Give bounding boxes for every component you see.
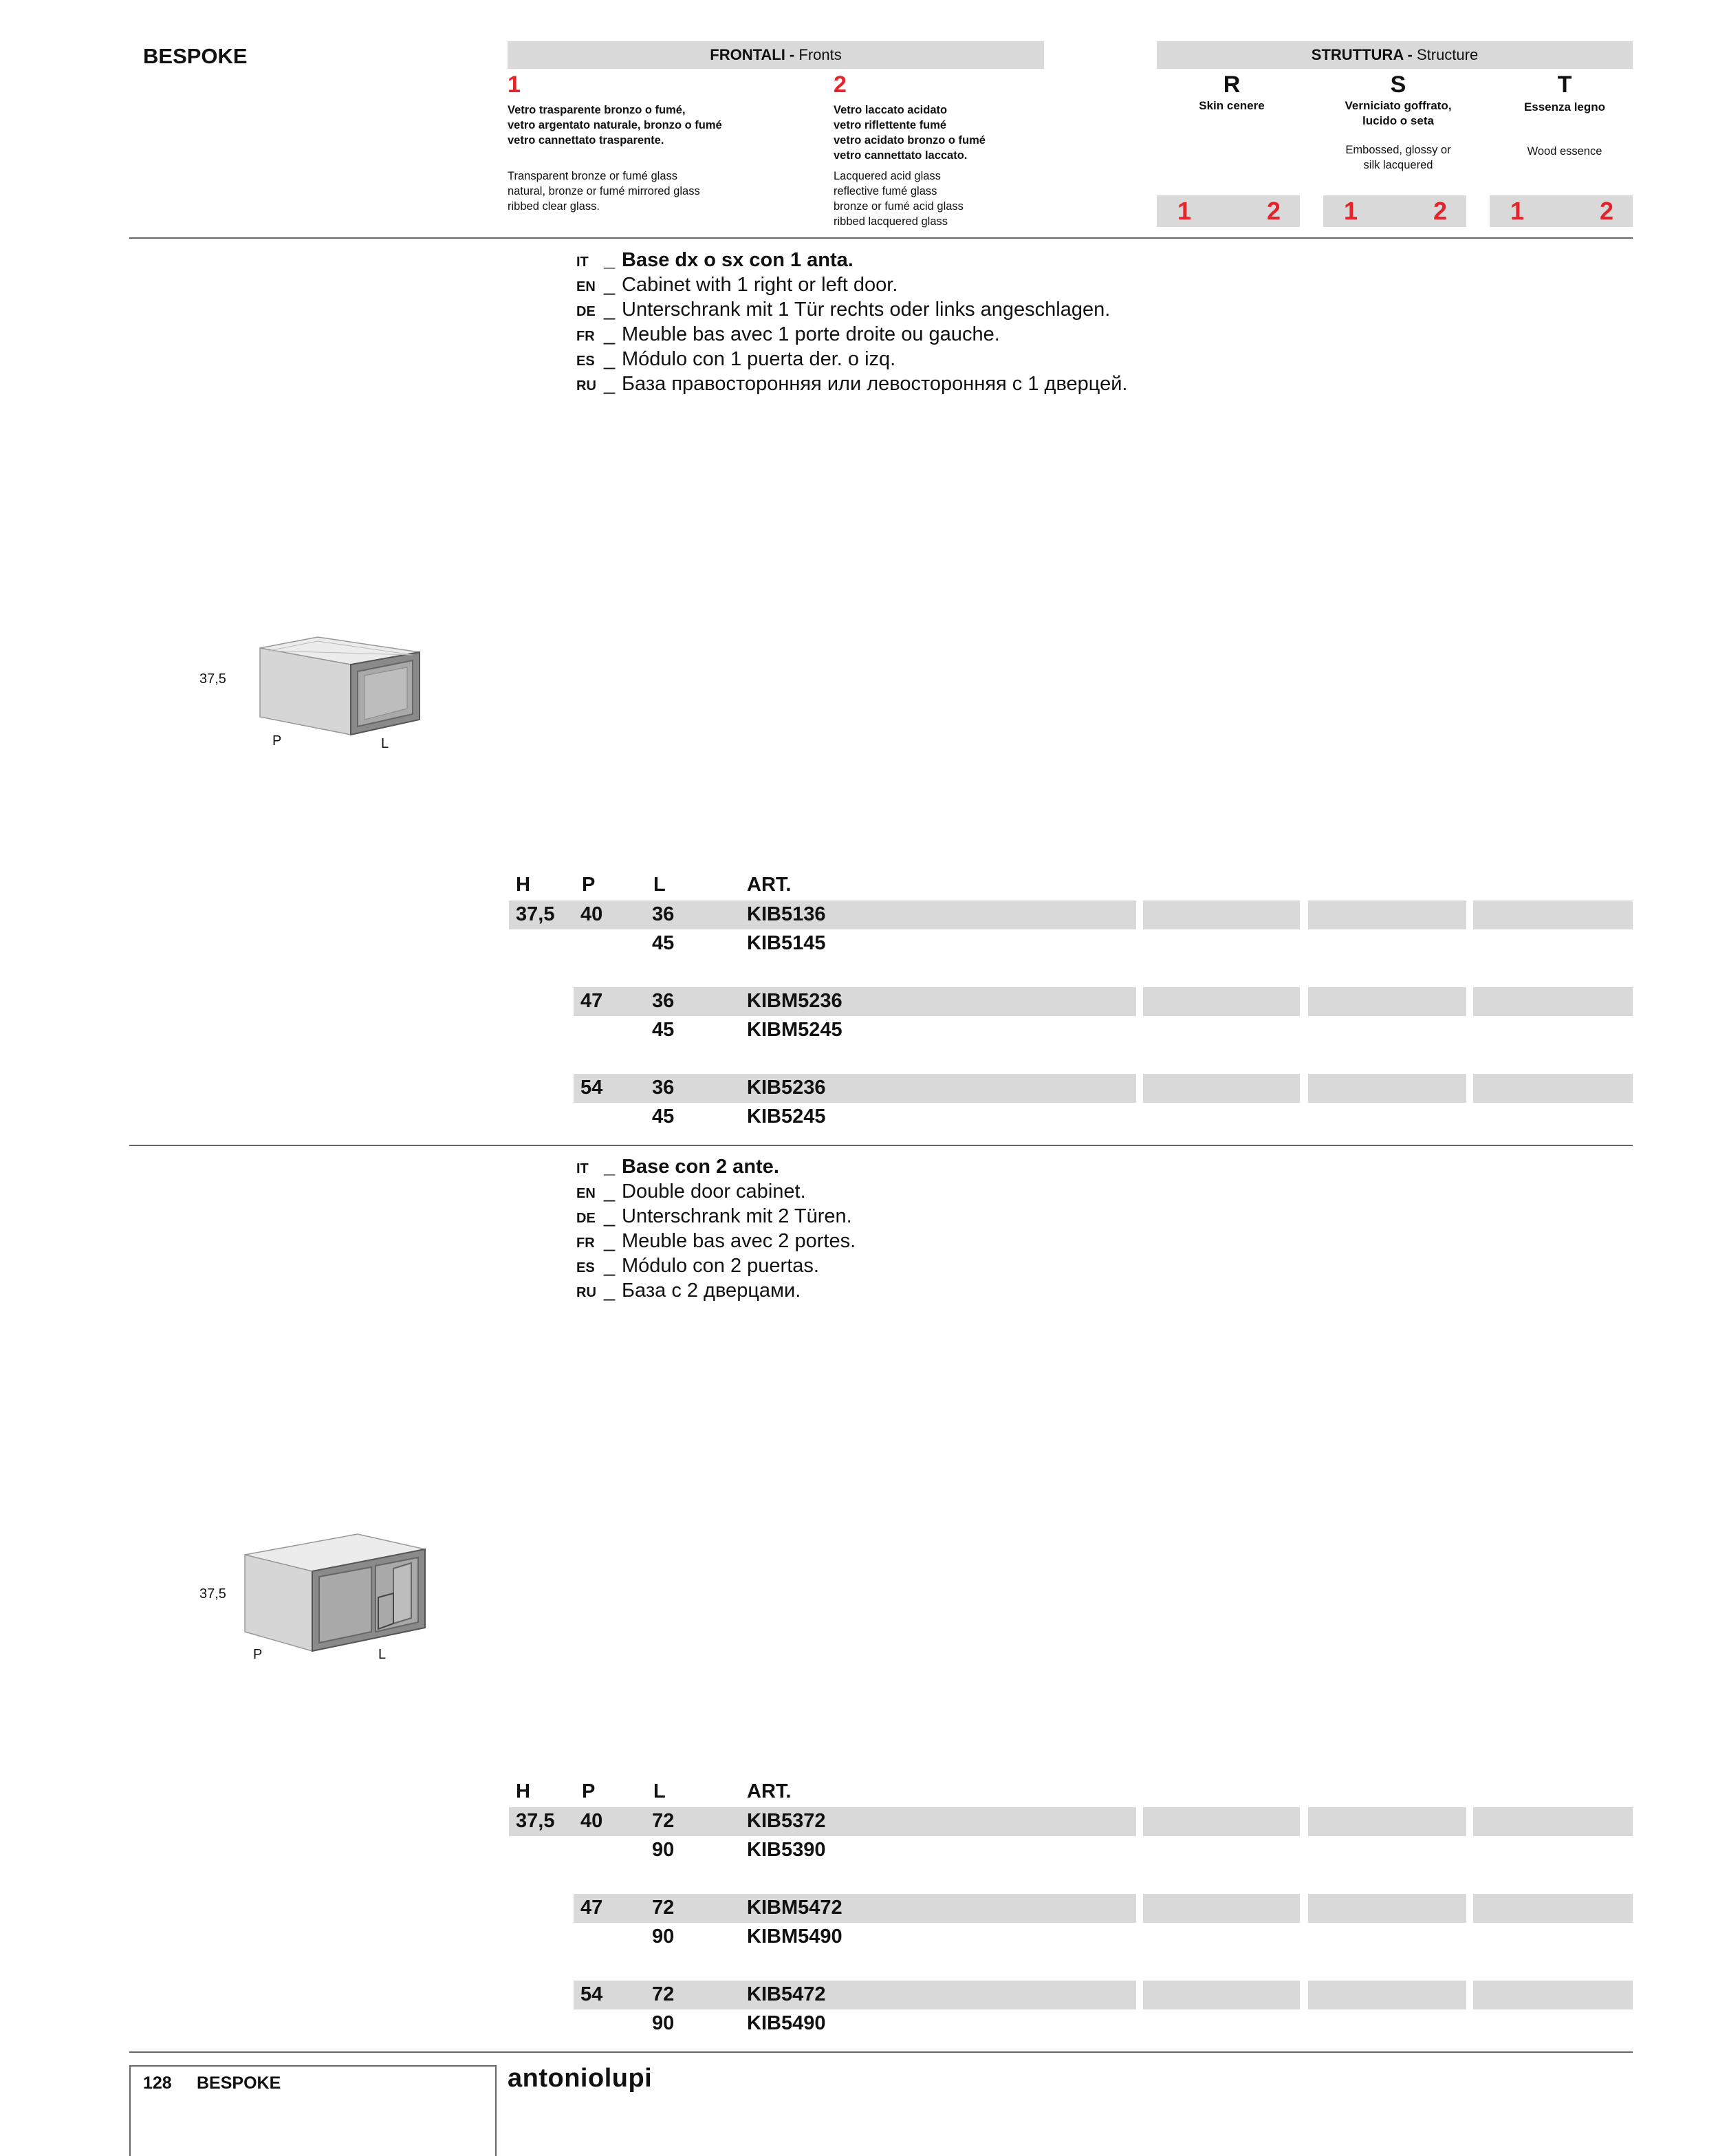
front-it-line: vetro cannettato laccato. — [834, 149, 968, 162]
front-it-line: vetro argentato naturale, bronzo o fumé — [508, 119, 722, 131]
footer-section-title: BESPOKE — [197, 2073, 281, 2093]
table-cell-l: 90 — [652, 1926, 675, 1948]
finish-cell — [1143, 987, 1300, 1016]
finish-cell — [1473, 1981, 1633, 2009]
description-text: Módulo con 1 puerta der. o izq. — [622, 348, 896, 370]
language-code: DE — [576, 1211, 596, 1226]
finish-cell — [1308, 1074, 1466, 1103]
front-en-text — [508, 169, 722, 214]
dimension-depth: P — [272, 733, 282, 748]
description-row: DE _ Unterschrank mit 1 Tür rechts oder links angeschlagen. — [576, 299, 1127, 323]
front-it-line: vetro riflettente fumé — [834, 119, 947, 131]
table-cell-l: 45 — [652, 1019, 675, 1041]
table-cell-art: KIB5136 — [747, 903, 826, 925]
description-text: Base dx o sx con 1 anta. — [622, 249, 853, 271]
description-text: Cabinet with 1 right or left door. — [622, 274, 898, 296]
column-header-p: P — [582, 1780, 596, 1802]
divider — [129, 1145, 1633, 1146]
structure-name: Skin cenere — [1199, 99, 1265, 112]
description-row: FR _ Meuble bas avec 1 porte droite ou gauche. — [576, 323, 1127, 348]
description-row: ES _ Módulo con 2 puertas. — [576, 1255, 856, 1280]
structure-en: Embossed, glossy or — [1345, 144, 1451, 156]
table-cell-art: KIB5490 — [747, 2012, 826, 2034]
table-cell-l: 72 — [652, 1897, 675, 1919]
table-cell-art: KIB5390 — [747, 1839, 826, 1861]
dimension-height: 37,5 — [199, 671, 226, 687]
finish-cell — [1143, 1981, 1300, 2009]
front-en-line: ribbed lacquered glass — [834, 215, 948, 228]
finish-cell — [1473, 1894, 1633, 1923]
table-cell-p: 54 — [580, 1983, 603, 2005]
description-text: База правосторонняя или левосторонняя с 1 дверцей. — [622, 373, 1128, 395]
language-code: EN — [576, 279, 596, 294]
description-row: DE _ Unterschrank mit 2 Türen. — [576, 1205, 856, 1230]
language-code: IT — [576, 255, 589, 270]
description-text: Double door cabinet. — [622, 1181, 806, 1203]
product-description — [576, 1156, 856, 1304]
column-header-art: ART. — [747, 874, 792, 896]
structure-header-band — [1157, 41, 1633, 69]
table-cell-art: KIBM5472 — [747, 1897, 842, 1919]
front-en-text — [834, 169, 986, 229]
table-cell-art: KIB5245 — [747, 1106, 826, 1128]
description-row: EN _ Cabinet with 1 right or left door. — [576, 274, 1127, 299]
structure-t-finish-bar — [1490, 195, 1633, 227]
dimension-depth: P — [253, 1647, 263, 1662]
language-code: FR — [576, 329, 595, 344]
structure-letter: R — [1223, 72, 1241, 98]
description-row: RU _ База правосторонняя или левосторонняя с 1 дверцей. — [576, 373, 1127, 398]
front-it-line: vetro acidato bronzo o fumé — [834, 134, 986, 147]
structure-option-s — [1319, 72, 1477, 173]
structure-letter: T — [1557, 72, 1572, 98]
table-cell-l: 90 — [652, 1839, 675, 1861]
description-text: База с 2 дверцами. — [622, 1280, 801, 1302]
finish-cell — [1308, 1807, 1466, 1836]
column-header-h: H — [516, 1780, 530, 1802]
table-cell-art: KIB5472 — [747, 1983, 826, 2005]
finish-number: 1 — [1510, 197, 1525, 225]
description-row: ES _ Módulo con 1 puerta der. o izq. — [576, 348, 1127, 373]
finish-cell — [1308, 987, 1466, 1016]
finish-cell — [1473, 1074, 1633, 1103]
structure-header-bold: STRUTTURA - — [1311, 46, 1417, 63]
table-cell-l: 45 — [652, 932, 675, 954]
description-text: Base con 2 ante. — [622, 1156, 779, 1178]
front-it-text — [508, 103, 722, 148]
finish-cell — [1143, 1894, 1300, 1923]
description-row: EN _ Double door cabinet. — [576, 1181, 856, 1205]
table-cell-l: 36 — [652, 990, 675, 1012]
language-code: DE — [576, 304, 596, 319]
structure-letter: S — [1390, 72, 1406, 98]
structure-en: silk lacquered — [1363, 159, 1433, 171]
fronts-header-band — [508, 41, 1044, 69]
structure-header-rest: Structure — [1416, 46, 1479, 63]
language-code: EN — [576, 1186, 596, 1201]
language-code: RU — [576, 378, 596, 394]
front-option-2 — [834, 72, 986, 229]
front-it-line: vetro cannettato trasparente. — [508, 134, 664, 147]
table-cell-l: 90 — [652, 2012, 675, 2034]
description-text: Unterschrank mit 1 Tür rechts oder links angeschlagen. — [622, 299, 1111, 321]
front-number: 1 — [508, 72, 521, 98]
front-it-line: Vetro laccato acidato — [834, 104, 948, 116]
description-text: Módulo con 2 puertas. — [622, 1255, 819, 1277]
column-header-art: ART. — [747, 1780, 792, 1802]
table-cell-p: 47 — [580, 1897, 603, 1919]
finish-cell — [1308, 1894, 1466, 1923]
language-code: ES — [576, 1260, 595, 1275]
finish-number: 2 — [1267, 197, 1281, 225]
table-cell-l: 45 — [652, 1106, 675, 1128]
description-text: Meuble bas avec 2 portes. — [622, 1230, 856, 1252]
front-it-line: Vetro trasparente bronzo o fumé, — [508, 104, 686, 116]
column-header-l: L — [653, 874, 666, 896]
language-code: ES — [576, 354, 595, 369]
table-cell-art: KIBM5236 — [747, 990, 842, 1012]
front-en-line: bronze or fumé acid glass — [834, 200, 964, 213]
table-cell-art: KIB5145 — [747, 932, 826, 954]
front-number: 2 — [834, 72, 847, 98]
description-row: IT _ Base con 2 ante. — [576, 1156, 856, 1181]
front-en-line: reflective fumé glass — [834, 185, 937, 197]
table-cell-p: 54 — [580, 1077, 603, 1099]
table-cell-art: KIB5372 — [747, 1810, 826, 1832]
footer-box — [129, 2065, 497, 2156]
table-cell-art: KIBM5490 — [747, 1926, 842, 1948]
front-en-line: Transparent bronze or fumé glass — [508, 170, 678, 182]
column-header-l: L — [653, 1780, 666, 1802]
column-header-h: H — [516, 874, 530, 896]
structure-option-r — [1153, 72, 1311, 114]
front-option-1 — [508, 72, 722, 214]
finish-cell — [1143, 1807, 1300, 1836]
structure-name: Essenza legno — [1523, 100, 1606, 114]
divider — [129, 2051, 1633, 2053]
cabinet-one-door-drawing — [254, 632, 426, 742]
table-cell-l: 36 — [652, 1077, 675, 1099]
table-cell-p: 47 — [580, 990, 603, 1012]
finish-cell — [1143, 901, 1300, 929]
brand-logo: antoniolupi — [508, 2064, 653, 2093]
description-row: IT _ Base dx o sx con 1 anta. — [576, 249, 1127, 274]
finish-cell — [1308, 1981, 1466, 2009]
table-cell-l: 36 — [652, 903, 675, 925]
dimension-width: L — [378, 1647, 387, 1662]
finish-cell — [1473, 901, 1633, 929]
page-number: 128 — [143, 2073, 172, 2093]
dimension-width: L — [381, 736, 389, 751]
fronts-header-bold: FRONTALI - — [710, 46, 799, 63]
language-code: RU — [576, 1285, 596, 1300]
front-en-line: natural, bronze or fumé mirrored glass — [508, 185, 700, 197]
front-en-line: ribbed clear glass. — [508, 200, 600, 213]
table-cell-l: 72 — [652, 1810, 675, 1832]
front-en-line: Lacquered acid glass — [834, 170, 941, 182]
description-text: Meuble bas avec 1 porte droite ou gauche. — [622, 323, 1000, 345]
table-cell-h: 37,5 — [516, 903, 555, 925]
description-row: RU _ База с 2 дверцами. — [576, 1280, 856, 1304]
structure-option-t — [1486, 72, 1644, 159]
front-it-text — [834, 103, 986, 163]
divider — [129, 237, 1633, 239]
finish-number: 2 — [1433, 197, 1448, 225]
finish-cell — [1308, 901, 1466, 929]
table-cell-p: 40 — [580, 1810, 603, 1832]
page-brand-title: BESPOKE — [143, 44, 248, 68]
structure-s-finish-bar — [1323, 195, 1466, 227]
structure-en: Wood essence — [1527, 145, 1602, 158]
table-cell-l: 72 — [652, 1983, 675, 2005]
fronts-header-rest: Fronts — [798, 46, 842, 63]
structure-name: lucido o seta — [1362, 114, 1434, 127]
language-code: IT — [576, 1161, 589, 1176]
cabinet-two-door-drawing — [241, 1529, 433, 1659]
table-cell-art: KIB5236 — [747, 1077, 826, 1099]
description-text: Unterschrank mit 2 Türen. — [622, 1205, 852, 1227]
table-cell-p: 40 — [580, 903, 603, 925]
language-code: FR — [576, 1236, 595, 1251]
structure-name: Verniciato goffrato, — [1345, 99, 1452, 112]
product-description — [576, 249, 1127, 398]
finish-number: 1 — [1177, 197, 1192, 225]
dimension-height: 37,5 — [199, 1586, 226, 1602]
finish-cell — [1143, 1074, 1300, 1103]
table-cell-art: KIBM5245 — [747, 1019, 842, 1041]
finish-number: 2 — [1600, 197, 1614, 225]
table-cell-h: 37,5 — [516, 1810, 555, 1832]
finish-number: 1 — [1344, 197, 1358, 225]
finish-cell — [1473, 987, 1633, 1016]
column-header-p: P — [582, 874, 596, 896]
description-row: FR _ Meuble bas avec 2 portes. — [576, 1230, 856, 1255]
finish-cell — [1473, 1807, 1633, 1836]
structure-r-finish-bar — [1157, 195, 1300, 227]
